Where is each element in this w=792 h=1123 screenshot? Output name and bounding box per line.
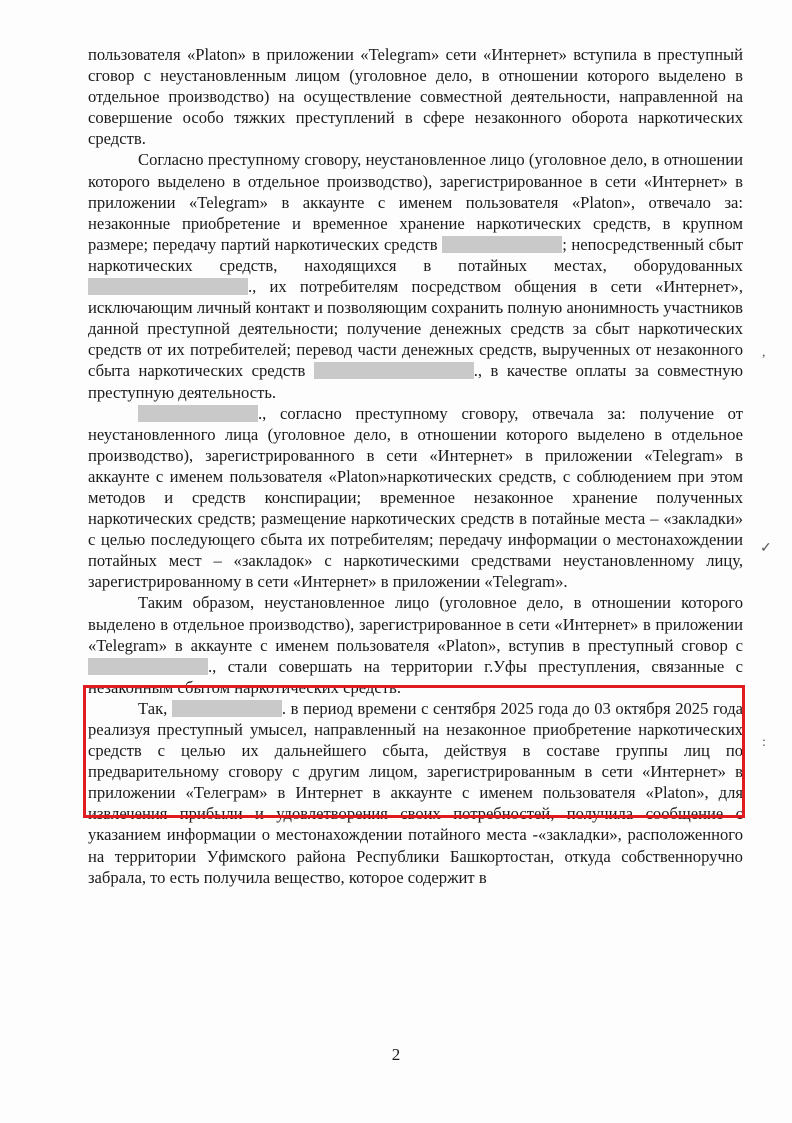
margin-dot-mark: : (762, 735, 766, 750)
text-run: преступный сговор с неустановленным лицом (уголовное дело, в отношении (88, 45, 743, 86)
paragraph-1 (88, 44, 743, 149)
text-run: приложении «Telegram». (392, 572, 568, 592)
text-run: Так, (138, 698, 172, 718)
text-run: наркотических средств. (234, 677, 401, 697)
text-run: удовлетворения своих потребностей, получила сообщение с указанием (88, 804, 743, 845)
text-run: неустановленного лица (уголовное дело, в отношении которого выделено в (88, 424, 663, 444)
text-run: неустановленному лицу, зарегистрированному в сети «Интернет» в (88, 551, 744, 592)
paragraph-3 (88, 403, 743, 593)
text-run: находящихся в потайных местах, оборудованных (304, 255, 743, 275)
text-run: . в период времени с сентября 2025 года до 03 октября (281, 698, 671, 718)
text-run: аккаунте с именем пользователя «Platon», для извлечения прибыли и (88, 783, 743, 824)
text-run: Таким образом, неустановленное лицо (уголовное дело, в отношении (138, 593, 671, 613)
redaction-block (442, 236, 562, 253)
paragraph-2 (88, 149, 743, 402)
text-run: которого выделено в отдельное производство), зарегистрированное в сети (88, 593, 743, 634)
text-run: приложении «Telegram» в аккаунте с именем пользователя (88, 445, 743, 486)
text-run: «Интернет» в приложении «Telegram» в аккаунте с именем пользователя (88, 614, 743, 655)
text-run: информации о местонахождении потайного места -«закладки», расположенного (166, 825, 743, 845)
text-run: приобретение наркотических средств с целью их дальнейшего сбыта, действуя (88, 720, 743, 761)
text-run: отношении которого выделено в отдельное производство), зарегистрированное (88, 150, 744, 191)
text-run: сфере незаконного оборота наркотических средств. (88, 108, 743, 149)
paragraph-4-highlighted (88, 592, 743, 697)
page-number: 2 (391, 1045, 401, 1064)
margin-check-mark: ✓ (760, 541, 772, 556)
text-run: в сети «Интернет» в приложении «Telegram» в аккаунте с именем пользователя (88, 171, 743, 212)
redaction-block (88, 658, 208, 675)
text-run: «Platon»наркотических средств, с соблюдением при этом методов и средств (88, 466, 743, 507)
text-run: которого выделено в отдельное производство) на осуществление совместной (88, 66, 743, 107)
text-run: ., стали совершать на (208, 656, 380, 676)
text-run: потребителям посредством общения в сети «Интернет», исключающим личный (88, 277, 744, 318)
text-run: наркотических средств, в крупном размере; передачу партий наркотических (88, 213, 743, 254)
text-run: преступной деятельности; получение денежных средств за сбыт наркотических (147, 319, 743, 339)
text-run: Согласно преступному сговору, неустановленное лицо (уголовное дело, в (138, 150, 660, 170)
text-run: в составе группы лиц по предварительному сговору с другим лицом, (88, 741, 743, 782)
text-run: контакт и позволяющим сохранить полную анонимность участников данной (88, 298, 743, 339)
text-run: пользователя «Platon» в приложении «Telegram» сети «Интернет» вступила в (88, 45, 652, 64)
text-run: за совместную преступную деятельность. (88, 361, 743, 402)
text-run: «Platon», вступив в преступный сговор с (437, 635, 744, 655)
text-run: местонахождении потайных мест – «закладок» с наркотическими средствами (88, 530, 743, 571)
text-run: на территории Уфимского района Республики Башкортостан, откуда (88, 846, 611, 866)
redaction-block (314, 362, 474, 379)
text-run: 2025 года реализуя преступный умысел, направленный на незаконное (88, 698, 744, 739)
text-run: ; непосредственный сбыт наркотических средств, (88, 234, 743, 275)
redaction-block (88, 278, 248, 295)
text-run: средств (383, 234, 443, 254)
text-run: ., в качестве оплаты (473, 361, 627, 381)
text-run: зарегистрированным в сети «Интернет» в приложении «Телеграм» в Интернет в (88, 762, 743, 803)
margin-tick-mark: , (762, 345, 766, 360)
text-run: отдельное производство), зарегистрированного в сети «Интернет» в (88, 424, 743, 465)
text-run: «Platon», отвечало за: незаконные приобретение и временное хранение (88, 192, 743, 233)
text-run: средств от их потребителей; перевод части денежных средств, вырученных от (88, 340, 652, 360)
text-run: ., согласно преступному сговору, отвечала за: получение от (258, 403, 743, 423)
text-run: целью последующего сбыта их потребителям; передачу информации о (100, 530, 611, 550)
text-run: ., их (248, 277, 287, 297)
text-run: незаконного сбыта наркотических средств (88, 340, 743, 381)
text-run: конспирации; временное незаконное хранение полученных наркотических (88, 487, 743, 529)
text-run: собственноручно забрала, то есть получила вещество, которое содержит в (88, 846, 743, 887)
text-run: деятельности, направленной на совершение особо тяжких преступлений в (88, 87, 744, 128)
redaction-block (138, 405, 258, 422)
text-run: средств; размещение наркотических средств в потайные места – «закладки» с (88, 509, 743, 550)
red-highlight-box (83, 685, 745, 818)
text-run: территории г.Уфы преступления, связанные с незаконным сбытом (88, 656, 743, 697)
